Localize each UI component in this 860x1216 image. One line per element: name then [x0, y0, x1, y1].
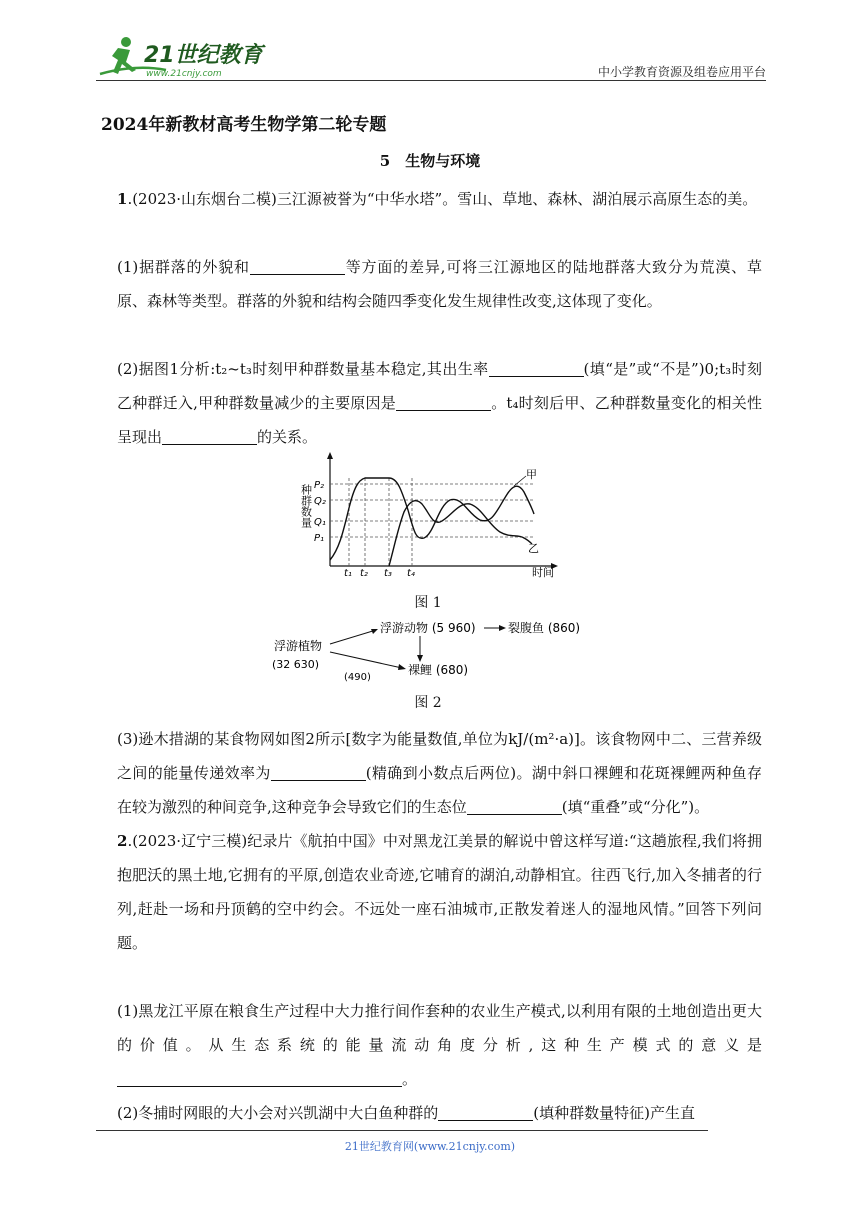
q1-part1 [117, 250, 762, 318]
q1-part1-text-c: 变化。 [616, 292, 662, 310]
q1-part3-text-a: (3)逊木措湖的某食物网如图2所示[数字为能量数值,单位为kJ/(m²·a)]。该食物网中二、三营养级之间的能量传递效率为 [117, 730, 762, 782]
q1-intro [117, 182, 762, 216]
q1-intro-text: .(2023·山东烟台二模)三江源被誉为“中华水塔”。雪山、草地、森林、湖泊展示高原生态的美。 [127, 190, 758, 208]
q2-part2-text-a: (2)冬捕时网眼的大小会对兴凯湖中大白鱼种群的 [117, 1104, 439, 1122]
node-producer-value: (32 630) [272, 658, 320, 671]
section-title: 5 生物与环境 [379, 152, 481, 170]
page-header [96, 34, 766, 82]
figure-1-caption: 图 1 [414, 595, 442, 611]
series-label: 甲 [526, 468, 537, 481]
ytick-label: P₂ [314, 480, 325, 491]
q2-number: 2 [117, 832, 128, 850]
xtick-label: t₃ [384, 568, 392, 578]
answer-blank[interactable] [271, 765, 366, 781]
figure-1-chart [292, 448, 562, 582]
ytick-label: P₁ [314, 533, 325, 544]
xtick-label: t₂ [360, 568, 368, 578]
q2-part2-text-b: (填种群数量特征)产生直 [533, 1104, 695, 1122]
answer-blank[interactable] [162, 429, 257, 445]
node-zooplankton: 浮游动物 (5 960) [380, 621, 476, 635]
answer-blank[interactable] [250, 259, 345, 275]
figure-2-caption: 图 2 [414, 695, 442, 711]
q2-intro-text: .(2023·辽宁三模)纪录片《航拍中国》中对黑龙江美景的解说中曾这样写道:“这趟旅程,我们将拥抱肥沃的黑土地,它拥有的平原,创造农业奇迹,它哺育的湖泊,动静相宜。往西飞行,加入冬捕者的行列,赶赴一场和丹顶鹤的空中约会。不远处一座石油城市,正散发着迷人的湿地风情。”回答下列问题。 [117, 832, 762, 952]
arrow-icon [398, 664, 406, 670]
y-axis-arrow-icon [327, 452, 333, 459]
flow-value: (490) [344, 672, 371, 682]
answer-blank[interactable] [396, 395, 491, 411]
answer-blank[interactable] [489, 361, 584, 377]
series-yi-line [389, 501, 532, 566]
node-schizothorax: 裂腹鱼 (860) [508, 621, 581, 635]
q1-part2-text-d: 的关系。 [257, 428, 318, 446]
xtick-label: t₁ [344, 568, 352, 578]
q1-part2-text-b: (填“是”或“不是”)0;t₃时刻乙种群迁入,甲种群数量减少的主要原因是 [117, 360, 762, 412]
site-logo[interactable] [96, 34, 266, 84]
ytick-label: Q₁ [314, 517, 326, 528]
q2-part2 [117, 1096, 762, 1130]
answer-blank[interactable] [438, 1105, 533, 1121]
x-axis-label: 时间 [532, 566, 554, 578]
arrow-icon [499, 625, 506, 631]
q2-part1-text-a: (1)黑龙江平原在粮食生产过程中大力推行间作套种的农业生产模式,以利用有限的土地创造出更大的价值。从生态系统的能量流动角度分析,这种生产模式的意义是 [117, 1002, 762, 1054]
q1-part2-text-c: 。t₄时刻后甲、乙种群数量变化的相关性呈现出 [117, 394, 762, 446]
node-gymnocypris: 裸鲤 (680) [408, 663, 469, 677]
q1-part3-text-c: (填“重叠”或“分化”)。 [561, 798, 710, 816]
arrow-icon [371, 629, 378, 634]
ytick-label: Q₂ [314, 496, 326, 507]
y-axis-label: 种群数量 [299, 484, 313, 528]
series-label: 乙 [528, 542, 539, 555]
answer-blank[interactable] [117, 1071, 402, 1087]
logo-url: www.21cnjy.com [146, 69, 222, 79]
q1-part2 [117, 352, 762, 454]
q1-number: 1 [117, 190, 128, 208]
footer-link[interactable]: 21世纪教育网(www.21cnjy.com) [344, 1140, 516, 1153]
q2-intro [117, 824, 762, 960]
xtick-label: t₄ [407, 568, 415, 578]
q2-part1-text-b: 。 [402, 1070, 418, 1088]
logo-text: 21世纪教育 [144, 43, 263, 68]
q1-part1-text-a: (1)据群落的外貌和 [117, 258, 250, 276]
q1-part2-text-a: (2)据图1分析:t₂~t₃时刻甲种群数量基本稳定,其出生率 [117, 360, 489, 378]
platform-label: 中小学教育资源及组卷应用平台 [597, 65, 766, 79]
header-divider [96, 80, 766, 81]
q1-part1-text-b: 等方面的差异,可将三江源地区的陆地群落大致分为荒漠、草原、森林等类型。群落的外貌和结构会随四季变化发生规律性改变,这体现了 [117, 258, 762, 310]
answer-blank[interactable] [467, 799, 562, 815]
q2-part1 [117, 994, 762, 1096]
q1-part3 [117, 722, 762, 824]
arrow-icon [417, 655, 423, 662]
document-title: 2024年新教材高考生物学第二轮专题 [101, 115, 387, 135]
figure-2-foodweb [270, 618, 610, 686]
runner-logo-icon [96, 34, 266, 80]
node-producer: 浮游植物 [274, 639, 323, 653]
footer-divider [96, 1130, 708, 1131]
q1-part3-text-b: (精确到小数点后两位)。湖中斜口裸鲤和花斑裸鲤两种鱼存在较为激烈的种间竞争,这种竞争会导致它们的生态位 [117, 764, 762, 816]
